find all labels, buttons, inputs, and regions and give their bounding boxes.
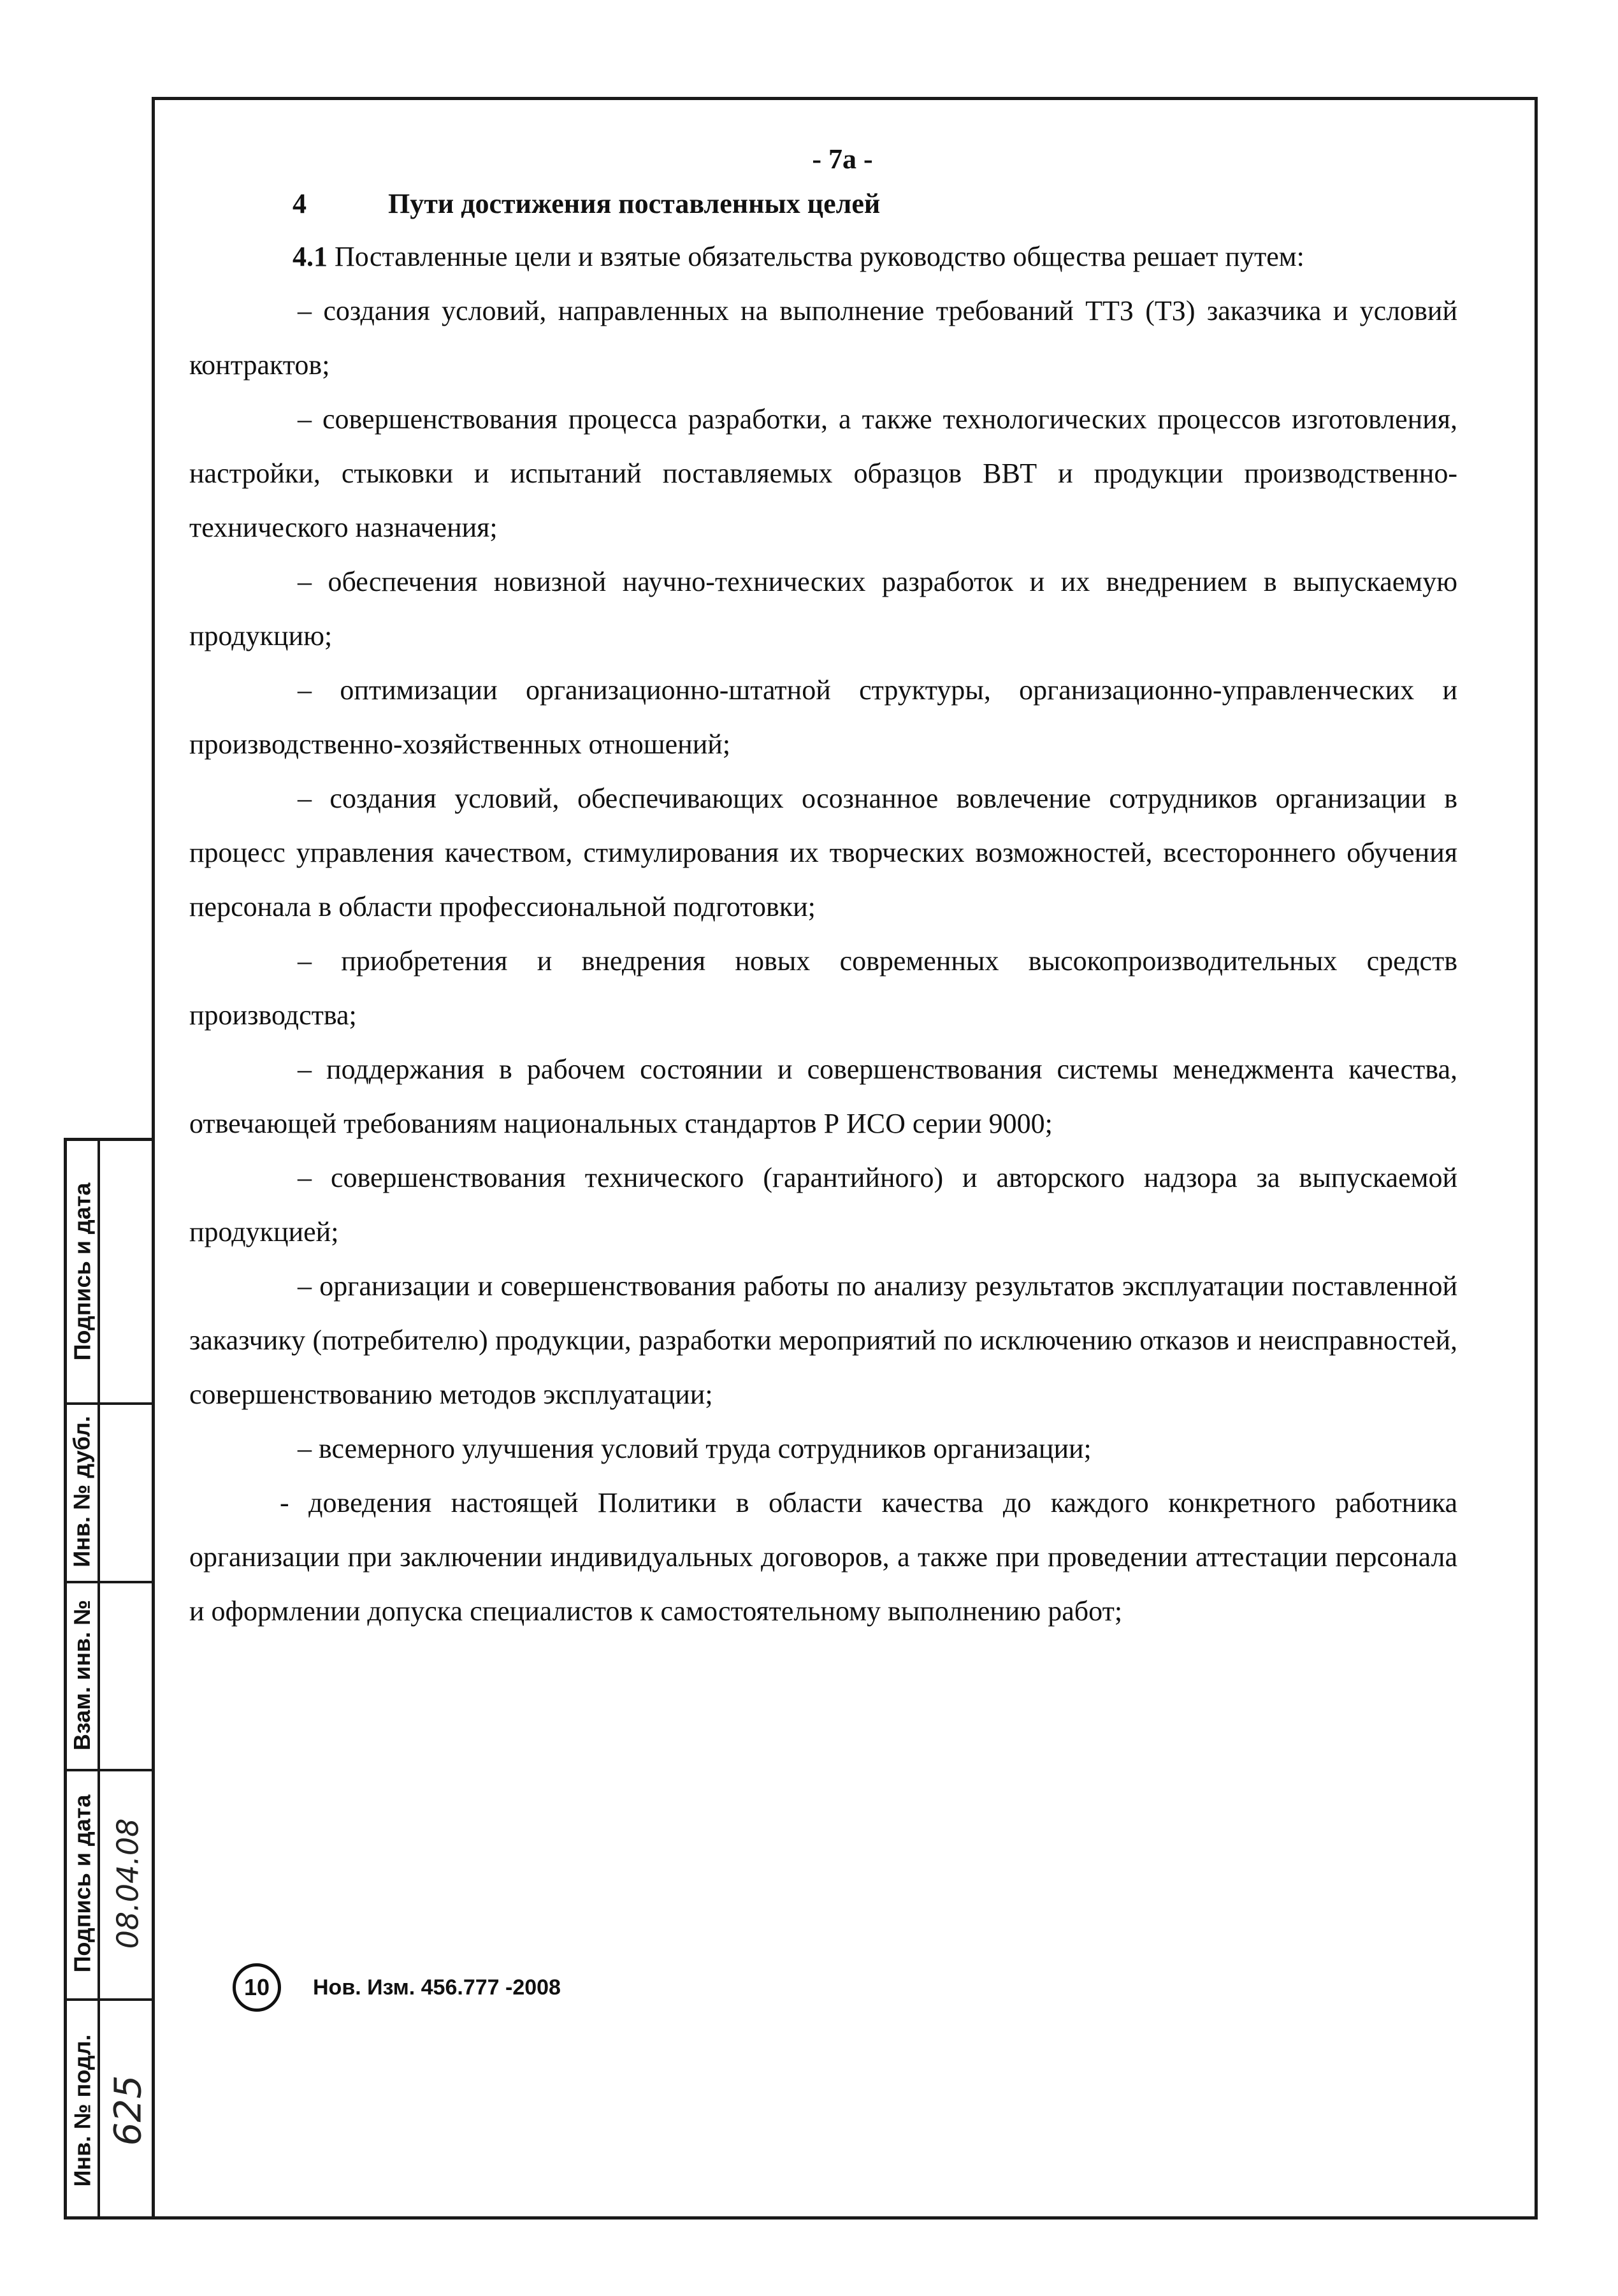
section-heading — [293, 178, 1457, 229]
paragraph-number: 4.1 — [293, 241, 328, 272]
stamp-label-signature-date-2: Подпись и дата — [69, 1794, 95, 1973]
section-title: Пути достижения поставленных целей — [388, 188, 881, 219]
stamp-label-replace-inv: Взам. инв. № — [69, 1599, 95, 1750]
stamp-handwritten-inv-number: 625 — [106, 2075, 149, 2146]
stamp-label-orig-inv: Инв. № подл. — [69, 2034, 95, 2187]
list-item: – поддержания в рабочем состоянии и совершенствования системы менеджмента качества, отвечающей требованиям национальных стандартов Р ИСО серии 9000; — [189, 1054, 1457, 1139]
list-item: – совершенствования технического (гарантийного) и авторского надзора за выпускаемой продукцией; — [189, 1162, 1457, 1247]
paragraph-4-1 — [293, 229, 1457, 284]
document-body — [189, 140, 1457, 1638]
list-item: – организации и совершенствования работы по анализу результатов эксплуатации поставленной заказчику (потребителю) продукции, разработки мероприятий по исключению отказов и неисправностей, совершенствованию методов эксплуатации; — [189, 1270, 1457, 1410]
page-number: - 7а - — [812, 143, 873, 175]
revision-note: Нов. Изм. 456.777 -2008 — [313, 1975, 561, 2000]
stamp-label-signature-date-1: Подпись и дата — [69, 1182, 95, 1361]
sheet-number-circle: 10 — [233, 1963, 281, 2012]
section-number: 4 — [293, 188, 307, 219]
list-item: – всемерного улучшения условий труда сотрудников организации; — [298, 1433, 1092, 1464]
list-item: - доведения настоящей Политики в области качества до каждого конкретного работника организации при заключении индивидуальных договоров, а также при проведении аттестации персонала и оформлении допуска специалистов к самостоятельному выполнению работ; — [189, 1487, 1457, 1627]
list-item: – оптимизации организационно-штатной структуры, организационно-управленческих и производственно-хозяйственных отношений; — [189, 674, 1457, 760]
footer — [233, 1963, 561, 2012]
side-stamp — [64, 1138, 152, 2220]
list-item: – совершенствования процесса разработки, а также технологических процессов изготовления, настройки, стыковки и испытаний поставляемых образцов ВВТ и продукции производственно-технического назначения; — [189, 403, 1457, 543]
list-item: – обеспечения новизной научно-технических разработок и их внедрением в выпускаемую продукцию; — [189, 566, 1457, 651]
list-item: – приобретения и внедрения новых современных высокопроизводительных средств производства; — [189, 945, 1457, 1031]
list-item: – создания условий, направленных на выполнение требований ТТЗ (ТЗ) заказчика и условий контрактов; — [189, 295, 1457, 381]
list-item: – создания условий, обеспечивающих осознанное вовлечение сотрудников организации в процесс управления качеством, стимулирования их творческих возможностей, всестороннего обучения персонала в области профессиональной подготовки; — [189, 783, 1457, 922]
paragraph-text: Поставленные цели и взятые обязательства руководство общества решает путем: — [335, 241, 1304, 272]
stamp-label-dup-inv: Инв. № дубл. — [69, 1416, 96, 1567]
stamp-handwritten-date: 08.04.08 — [110, 1818, 145, 1949]
